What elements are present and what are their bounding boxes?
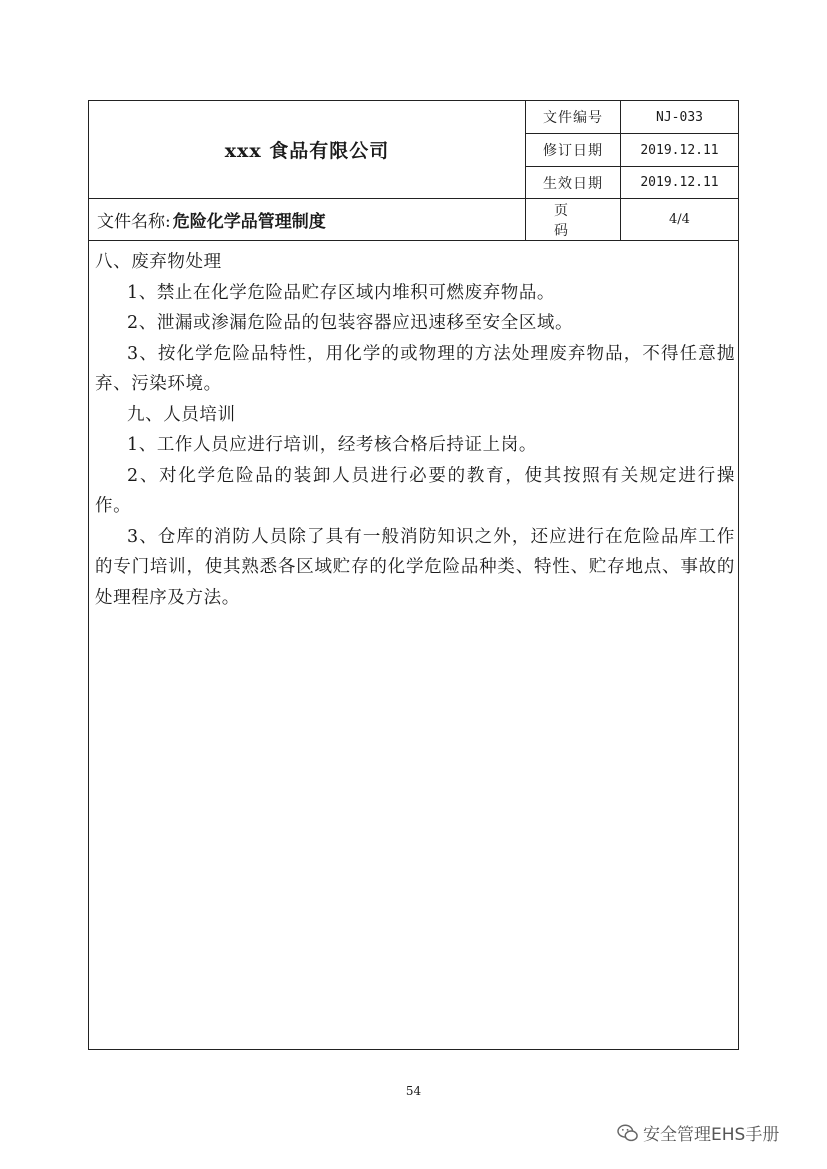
doc-name-cell [89,199,526,240]
meta-key: 修订日期 [526,134,621,166]
paragraph: 3、仓库的消防人员除了具有一般消防知识之外，还应进行在危险品库工作的专门培训，使其熟悉各区域贮存的化学危险品种类、特性、贮存地点、事故的处理程序及方法。 [95,526,735,608]
company-name: xxx 食品有限公司 [89,101,526,199]
paragraph: 3、按化学危险品特性，用化学的或物理的方法处理废弃物品，不得任意抛弃、污染环境。 [95,343,735,394]
meta-value: NJ-033 [656,109,703,125]
page-value: 4/4 [669,212,690,227]
meta-key: 生效日期 [526,167,621,198]
document-body [95,247,735,613]
paragraph: 1、工作人员应进行培训，经考核合格后持证上岗。 [127,435,537,455]
doc-name: 危险化学品管理制度 [172,212,326,232]
meta-row-effective-date [526,167,738,199]
meta-key: 文件编号 [526,101,621,133]
meta-value: 2019.12.11 [640,142,719,158]
paragraph: 2、对化学危险品的装卸人员进行必要的教育，使其按照有关规定进行操作。 [95,465,735,516]
wechat-icon [617,1123,639,1143]
page-number: 54 [405,1084,422,1098]
meta-value: 2019.12.11 [640,175,719,190]
paragraph: 1、禁止在化学危险品贮存区域内堆积可燃废弃物品。 [127,282,556,303]
doc-name-row [89,199,738,241]
watermark [617,1120,779,1145]
watermark-text: 安全管理EHS手册 [643,1125,780,1145]
meta-row-doc-number [526,101,738,134]
section-heading: 八、废弃物处理 [95,252,222,272]
document-frame [88,100,739,1050]
page-key: 页码 [526,199,621,240]
section-heading: 九、人员培训 [127,404,236,425]
doc-name-label: 文件名称: [97,212,171,232]
meta-row-revision-date [526,134,738,167]
paragraph: 2、泄漏或渗漏危险品的包装容器应迅速移至安全区域。 [127,313,574,333]
